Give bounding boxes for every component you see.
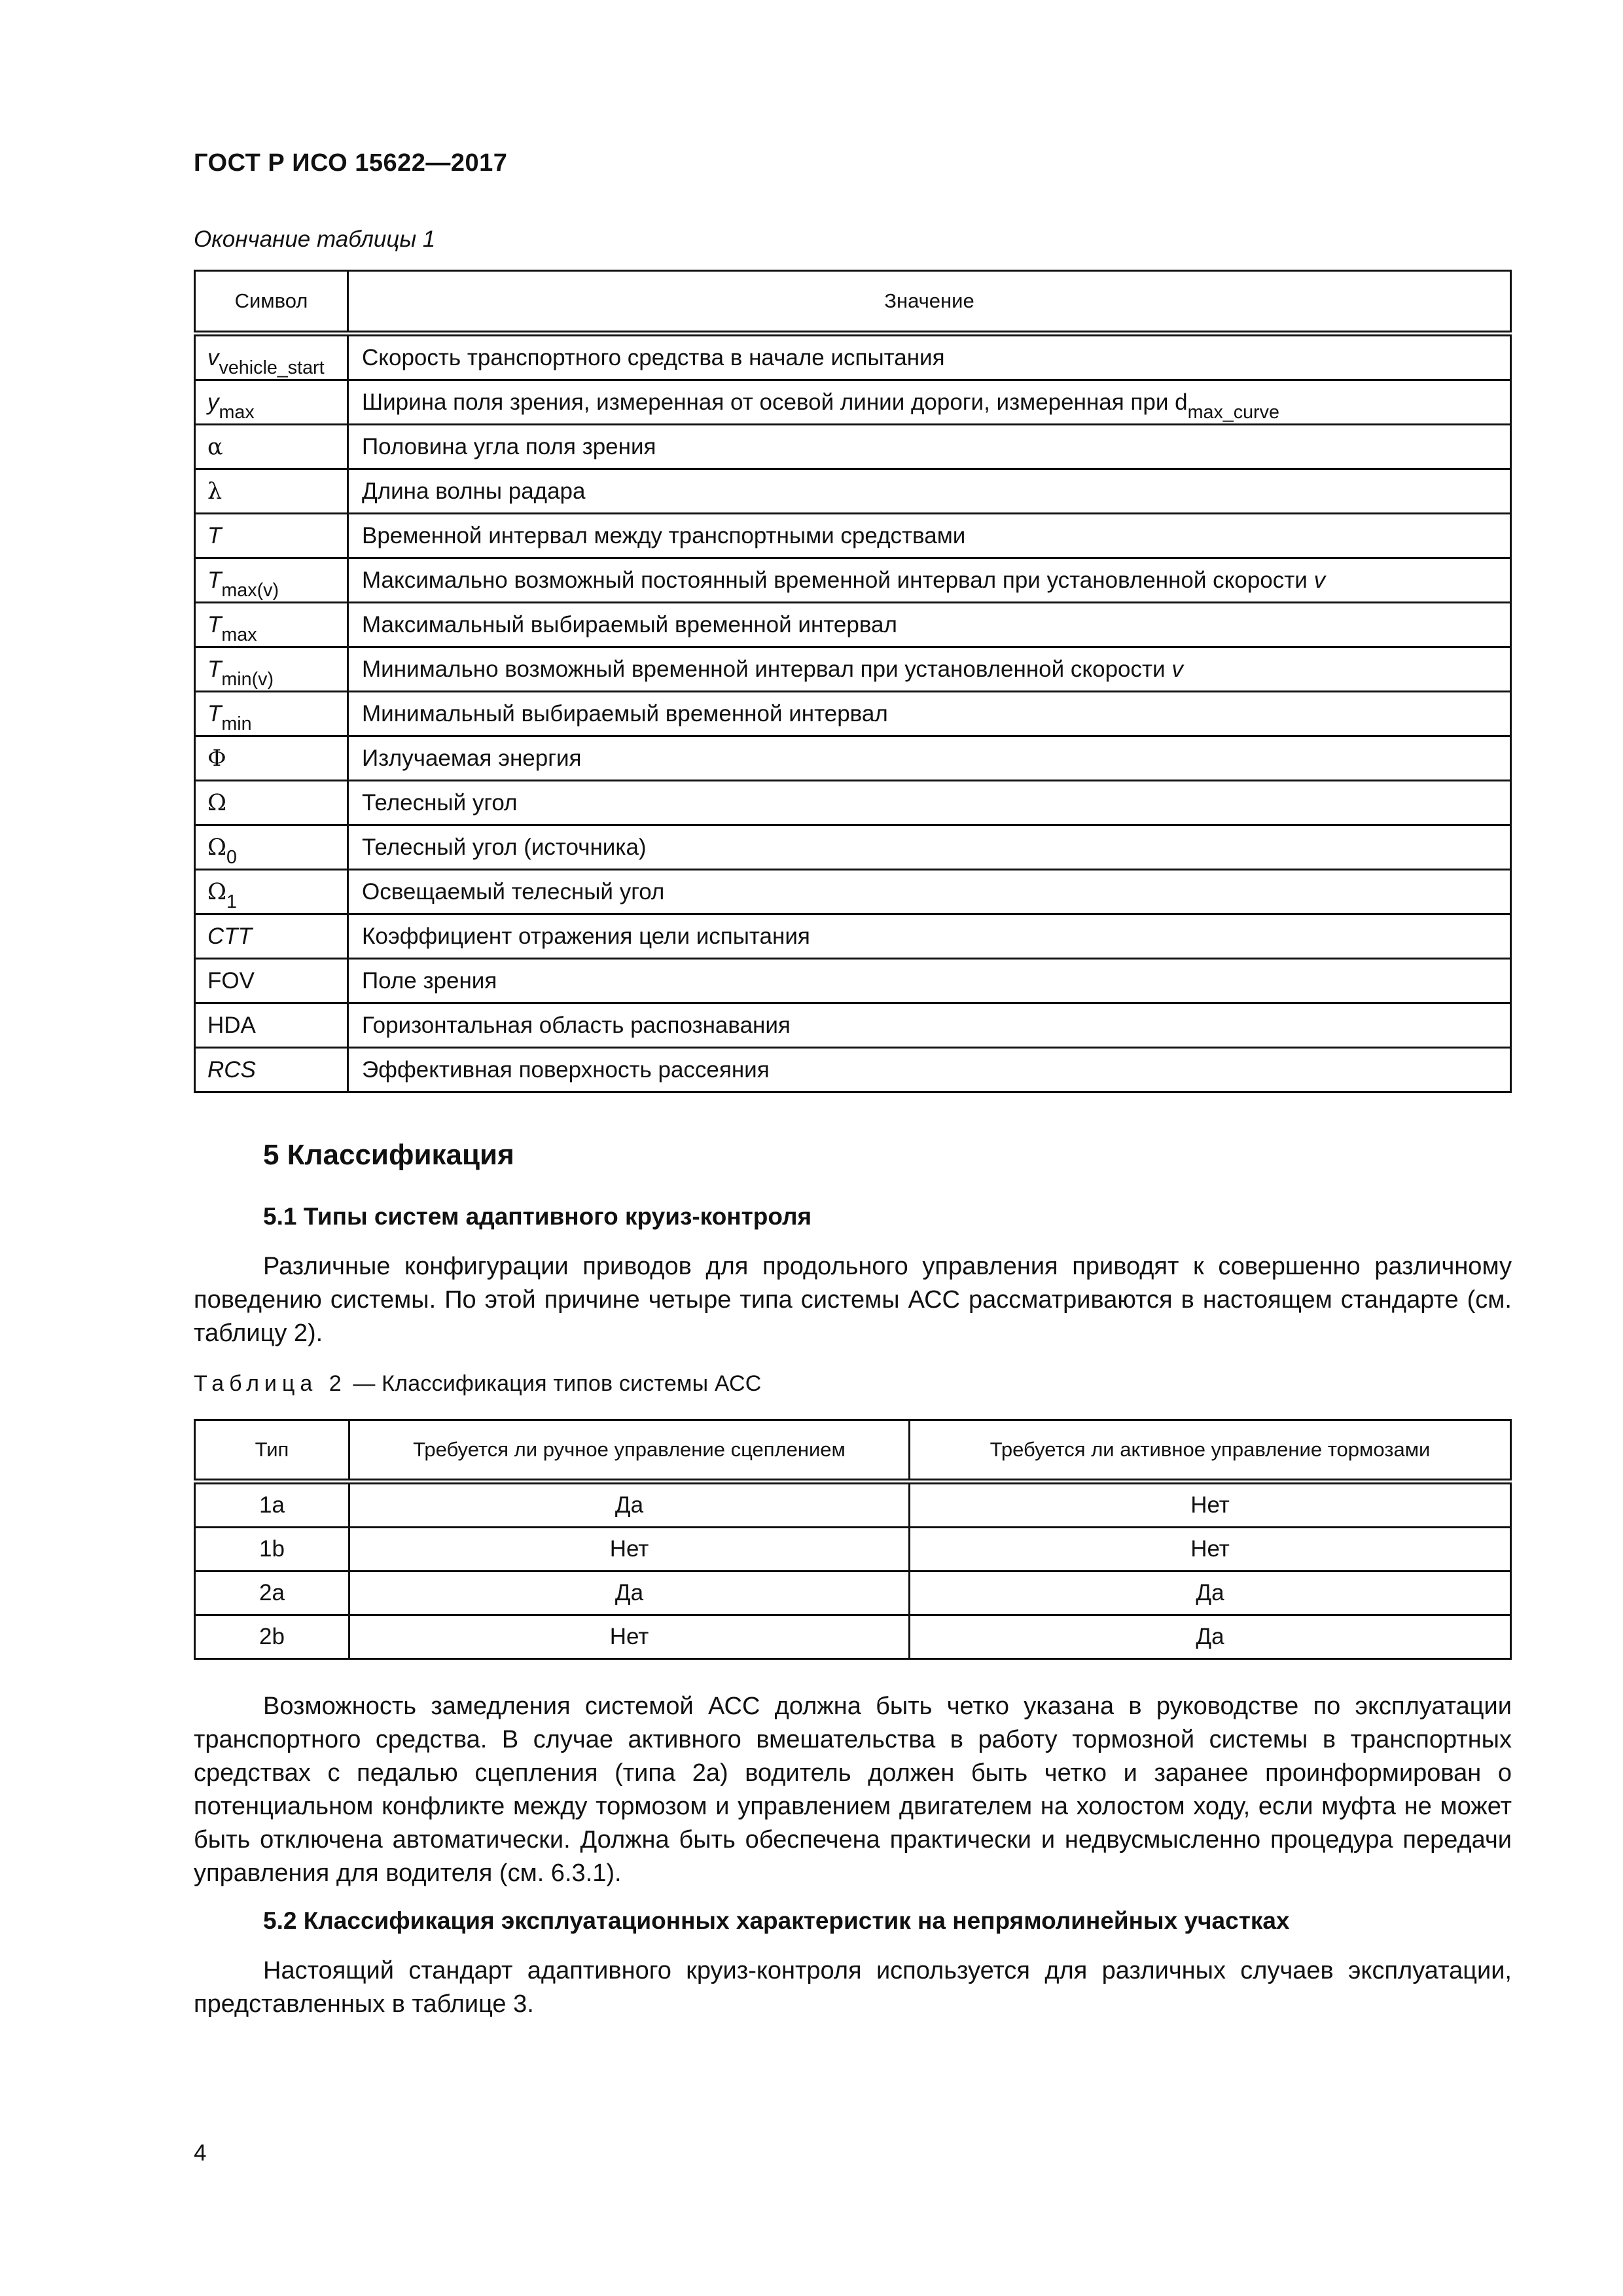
meaning-text: Скорость транспортного средства в начале испытания (362, 344, 945, 370)
symbol-cell (195, 959, 348, 1003)
brakes-cell: Да (910, 1615, 1511, 1659)
meaning-text: Телесный угол (362, 789, 518, 816)
meaning-text: Коэффициент отражения цели испытания (362, 923, 810, 949)
paragraph-deceleration: Возможность замедления системой АСС должна быть четко указана в руководстве по эксплуатации транспортного средства. В случае активного вмешательства в работу тормозной системы в транспортных средствах с педалью сцепления (типа 2а) водитель должен быть четко и заранее проинформирован о потенциальном конфликте между тормозом и управлением двигателем на холостом ходу, если муфта не может быть отключена автоматически. Должна быть обеспечена практически и недвусмысленно процедура передачи управления для водителя (см. 6.3.1). (194, 1693, 1512, 1887)
symbol-subscript: max (221, 624, 257, 645)
table-row (195, 514, 1511, 558)
type-cell: 2b (195, 1615, 349, 1659)
symbol-cell (195, 380, 348, 425)
symbol-base: T (207, 611, 222, 637)
meaning-text: Освещаемый телесный угол (362, 878, 665, 905)
subsection-heading-5-1: 5.1 Типы систем адаптивного круиз-контроля (263, 1203, 812, 1230)
symbol-base: T (207, 700, 222, 726)
column-header-symbol: Символ (195, 271, 348, 334)
symbol-subscript: max (219, 401, 255, 423)
symbol-subscript: max(v) (221, 579, 279, 601)
symbol-base: FOV (207, 967, 255, 994)
meaning-cell (348, 781, 1511, 825)
meaning-cell (348, 870, 1511, 914)
clutch-cell: Нет (349, 1528, 910, 1571)
table-row (195, 825, 1511, 870)
table-row (195, 558, 1511, 603)
symbol-base: Φ (207, 745, 226, 772)
symbols-table (194, 270, 1512, 1093)
symbol-subscript: 1 (226, 891, 237, 912)
page-number: 4 (194, 2140, 207, 2166)
table-row (195, 1482, 1511, 1528)
symbol-cell (195, 425, 348, 469)
meaning-cell (348, 959, 1511, 1003)
subsection-heading-5-2: 5.2 Классификация эксплуатационных характеристик на непрямолинейных участках (263, 1907, 1290, 1934)
table2-caption: Таблица 2 — Классификация типов системы АСС (194, 1371, 762, 1396)
meaning-text: Максимальный выбираемый временной интервал (362, 611, 897, 637)
symbol-cell (195, 914, 348, 959)
meaning-text: Излучаемая энергия (362, 745, 582, 771)
table-row (195, 334, 1511, 380)
symbol-cell (195, 692, 348, 736)
table-row (195, 380, 1511, 425)
symbol-cell (195, 603, 348, 647)
table-row (195, 469, 1511, 514)
meaning-cell (348, 692, 1511, 736)
type-cell: 1a (195, 1482, 349, 1528)
table-row (195, 1528, 1511, 1571)
table-row (195, 959, 1511, 1003)
table-row (195, 647, 1511, 692)
table-row (195, 1571, 1511, 1615)
table-row (195, 1048, 1511, 1092)
brakes-cell: Нет (910, 1482, 1511, 1528)
paragraph-curve-performance: Настоящий стандарт адаптивного круиз-контроля используется для различных случаев эксплуатации, представленных в таблице 3. (194, 1957, 1512, 2018)
symbol-cell (195, 736, 348, 781)
symbol-base: Ω (207, 834, 227, 861)
meaning-cell (348, 647, 1511, 692)
meaning-cell (348, 825, 1511, 870)
column-header-brakes: Требуется ли активное управление тормозами (910, 1420, 1511, 1482)
symbol-base: v (207, 344, 219, 370)
meaning-text: Горизонтальная область распознавания (362, 1012, 791, 1038)
clutch-cell: Да (349, 1482, 910, 1528)
symbol-base: HDA (207, 1012, 256, 1038)
meaning-cell (348, 425, 1511, 469)
symbol-subscript: vehicle_start (219, 357, 325, 378)
symbol-cell (195, 870, 348, 914)
symbol-subscript: min (221, 713, 252, 734)
symbol-cell (195, 825, 348, 870)
symbol-subscript: 0 (226, 846, 237, 868)
symbol-cell (195, 469, 348, 514)
symbol-cell (195, 514, 348, 558)
symbol-cell (195, 1003, 348, 1048)
symbol-base: y (207, 389, 219, 415)
symbol-cell (195, 647, 348, 692)
symbol-cell (195, 558, 348, 603)
table-row (195, 425, 1511, 469)
clutch-cell: Нет (349, 1615, 910, 1659)
document-code: ГОСТ Р ИСО 15622—2017 (194, 149, 508, 177)
meaning-cell (348, 914, 1511, 959)
table-row (195, 692, 1511, 736)
meaning-text: Половина угла поля зрения (362, 433, 656, 459)
meaning-cell (348, 736, 1511, 781)
section-heading: 5 Классификация (263, 1139, 514, 1171)
symbol-cell (195, 781, 348, 825)
meaning-cell (348, 334, 1511, 380)
meaning-variable: v (1313, 567, 1326, 593)
symbol-base: α (207, 433, 223, 460)
symbol-base: T (207, 522, 222, 548)
acc-types-table (194, 1419, 1512, 1660)
symbol-base: Ω (207, 878, 227, 905)
table-row (195, 914, 1511, 959)
meaning-cell (348, 603, 1511, 647)
symbol-base: Ω (207, 789, 227, 816)
meaning-text: Ширина поля зрения, измеренная от осевой линии дороги, измеренная при (362, 389, 1169, 415)
meaning-text: Эффективная поверхность рассеяния (362, 1056, 770, 1083)
table1-caption: Окончание таблицы 1 (194, 226, 436, 252)
meaning-symbol: d (1175, 389, 1188, 415)
meaning-text: Максимально возможный постоянный временной интервал при установленной скорости (362, 567, 1308, 593)
symbol-subscript: min(v) (221, 668, 274, 690)
symbol-base: CTT (207, 923, 253, 949)
paragraph-acc-types: Различные конфигурации приводов для продольного управления приводят к совершенно различному поведению системы. По этой причине четыре типа системы АСС рассматриваются в настоящем стандарте (см. таблицу 2). (194, 1253, 1512, 1347)
meaning-text: Поле зрения (362, 967, 497, 994)
symbol-base: T (207, 656, 222, 682)
column-header-clutch: Требуется ли ручное управление сцеплением (349, 1420, 910, 1482)
symbol-cell (195, 334, 348, 380)
meaning-text: Телесный угол (источника) (362, 834, 647, 860)
meaning-text: Минимальный выбираемый временной интервал (362, 700, 888, 726)
table-header-row (195, 271, 1511, 334)
table-row (195, 1003, 1511, 1048)
meaning-text: Временной интервал между транспортными средствами (362, 522, 966, 548)
table-header-row (195, 1420, 1511, 1482)
meaning-text: Минимально возможный временной интервал при установленной скорости (362, 656, 1166, 682)
table-row (195, 781, 1511, 825)
table-row (195, 736, 1511, 781)
table-row (195, 870, 1511, 914)
meaning-cell (348, 469, 1511, 514)
type-cell: 1b (195, 1528, 349, 1571)
symbol-base: RCS (207, 1056, 256, 1083)
symbol-base: T (207, 567, 222, 593)
symbol-cell (195, 1048, 348, 1092)
type-cell: 2a (195, 1571, 349, 1615)
meaning-cell (348, 1048, 1511, 1092)
table-row (195, 1615, 1511, 1659)
meaning-cell (348, 380, 1511, 425)
meaning-symbol-subscript: max_curve (1187, 401, 1279, 423)
meaning-cell (348, 558, 1511, 603)
meaning-variable: v (1171, 656, 1183, 682)
column-header-type: Тип (195, 1420, 349, 1482)
meaning-cell (348, 1003, 1511, 1048)
column-header-meaning: Значение (348, 271, 1511, 334)
meaning-cell (348, 514, 1511, 558)
brakes-cell: Нет (910, 1528, 1511, 1571)
brakes-cell: Да (910, 1571, 1511, 1615)
symbol-base: λ (207, 478, 223, 505)
table-row (195, 603, 1511, 647)
clutch-cell: Да (349, 1571, 910, 1615)
meaning-text: Длина волны радара (362, 478, 586, 504)
